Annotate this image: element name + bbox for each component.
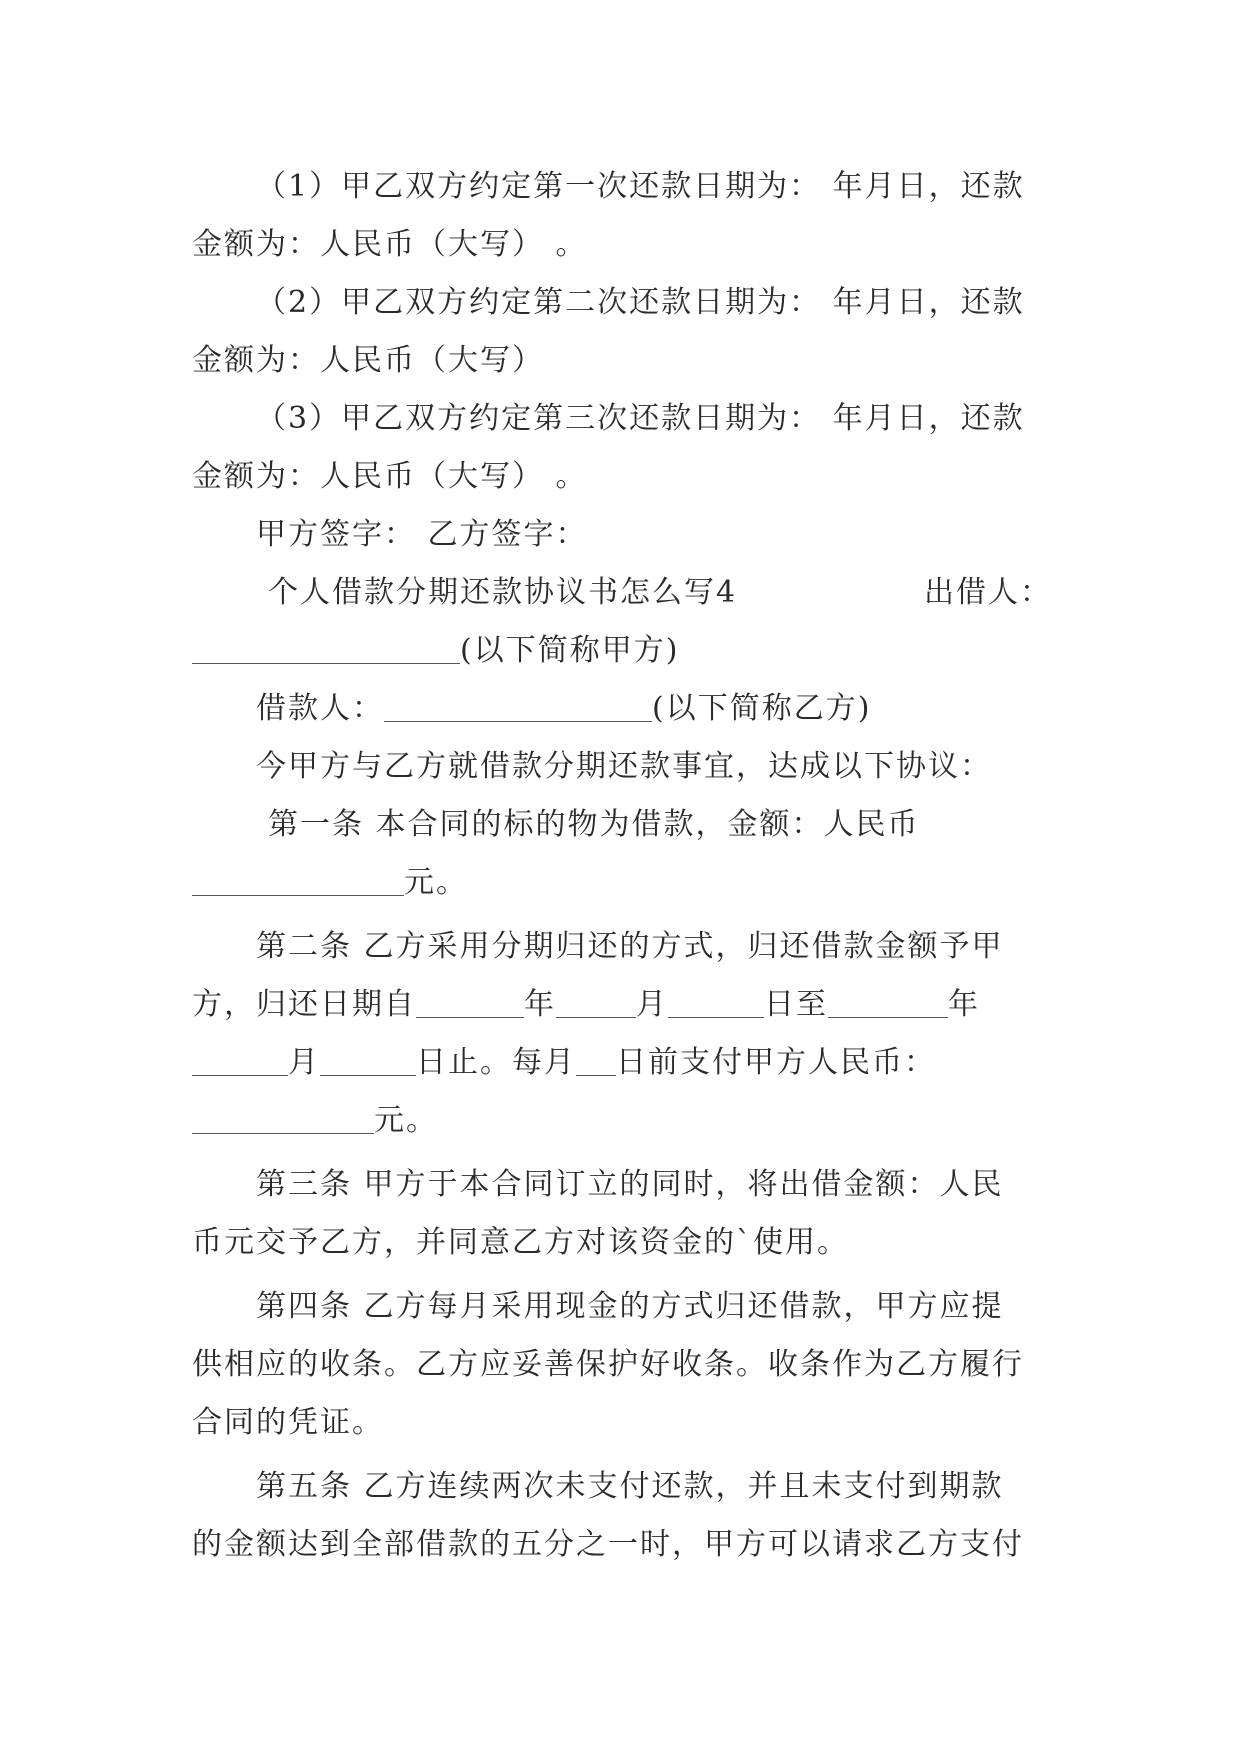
text-run: 月: [636, 987, 668, 1022]
borrower-note: (以下简称乙方): [652, 691, 872, 726]
blank-underline: [384, 687, 652, 722]
paragraph-line: [192, 1034, 1052, 1092]
blank-underline: [320, 1041, 416, 1076]
blank-underline: [828, 983, 948, 1018]
paragraph-line: 供相应的收条。乙方应妥善保护好收条。收条作为乙方履行: [192, 1347, 1024, 1382]
blank-underline: [556, 983, 636, 1018]
text-run: 日前支付甲方人民币：: [616, 1045, 936, 1080]
amount-unit: 元。: [404, 865, 468, 900]
text-run: 方，归还日期自: [192, 987, 416, 1022]
paragraph-line: [192, 680, 1052, 738]
text-run: 月: [288, 1045, 320, 1080]
blank-underline: [192, 1041, 288, 1076]
signature-line: 甲方签字： 乙方签字：: [256, 517, 588, 552]
text-run: 年: [524, 987, 556, 1022]
lender-note: (以下简称甲方): [460, 633, 680, 668]
paragraph-line: 币元交予乙方，并同意乙方对该资金的`使用。: [192, 1225, 849, 1260]
blank-underline: [192, 629, 460, 664]
blank-underline: [416, 983, 524, 1018]
paragraph-line: [192, 976, 1052, 1034]
section-heading-line: [192, 564, 1052, 622]
paragraph-line: （3）甲乙双方约定第三次还款日期为： 年月日，还款: [256, 401, 1025, 436]
blank-underline: [668, 983, 764, 1018]
paragraph-line: [192, 1092, 1052, 1150]
paragraph-line: 第三条 甲方于本合同订立的同时，将出借金额：人民: [256, 1167, 1004, 1202]
section-title: 个人借款分期还款协议书怎么写4: [268, 575, 738, 610]
lender-label: 出借人：: [924, 575, 1052, 610]
text-run: 年: [948, 987, 980, 1022]
paragraph-line: 第五条 乙方连续两次未支付还款，并且未支付到期款: [256, 1469, 1004, 1504]
amount-unit: 元。: [374, 1103, 438, 1138]
blank-underline: [192, 861, 404, 896]
paragraph-line: 的金额达到全部借款的五分之一时，甲方可以请求乙方支付: [192, 1527, 1024, 1562]
borrower-label: 借款人：: [256, 691, 384, 726]
document-page: [192, 158, 1052, 1574]
blank-underline: [576, 1041, 616, 1076]
paragraph-line: [192, 854, 1052, 912]
paragraph-line: 金额为：人民币（大写）: [192, 343, 544, 378]
paragraph-line: 第四条 乙方每月采用现金的方式归还借款，甲方应提: [256, 1289, 1004, 1324]
text-run: 日止。每月: [416, 1045, 576, 1080]
paragraph-line: 第一条 本合同的标的物为借款，金额：人民币: [268, 807, 920, 842]
paragraph-line: 第二条 乙方采用分期归还的方式，归还借款金额予甲: [256, 929, 1004, 964]
paragraph-line: （2）甲乙双方约定第二次还款日期为： 年月日，还款: [256, 285, 1025, 320]
blank-underline: [192, 1099, 374, 1134]
paragraph-line: [192, 622, 1052, 680]
paragraph-line: 合同的凭证。: [192, 1405, 384, 1440]
paragraph-line: 金额为：人民币（大写） 。: [192, 459, 588, 494]
paragraph-line: 今甲方与乙方就借款分期还款事宜，达成以下协议：: [256, 749, 992, 784]
paragraph-line: （1）甲乙双方约定第一次还款日期为： 年月日，还款: [256, 169, 1025, 204]
text-run: 日至: [764, 987, 828, 1022]
paragraph-line: 金额为：人民币（大写） 。: [192, 227, 588, 262]
